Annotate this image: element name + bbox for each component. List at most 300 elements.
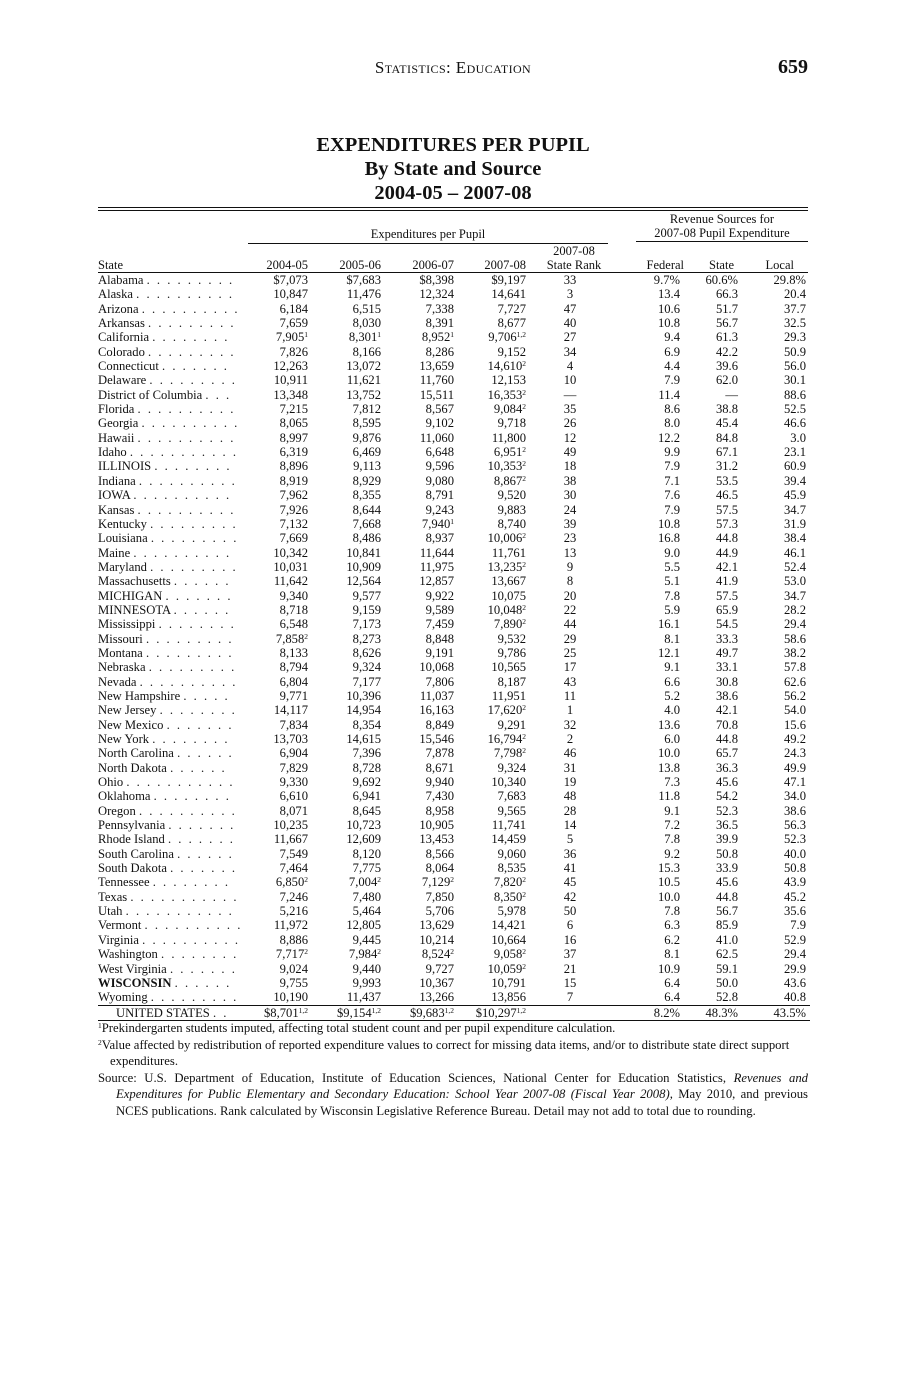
cell-state: New York . . . . . . . . (98, 732, 230, 746)
table-row (98, 947, 810, 961)
cell-2006-07: 13,266 (419, 990, 454, 1005)
cell-2004-05: 8,919 (279, 473, 308, 488)
cell-federal: 7.9 (664, 502, 680, 517)
cell-federal: 12.1 (657, 645, 680, 660)
cell-local: 20.4 (783, 287, 806, 302)
header-2006-07: 2006-07 (412, 258, 454, 272)
cell-local: 52.4 (783, 559, 806, 574)
cell-rank: 19 (563, 775, 577, 790)
cell-federal: 10.0 (657, 889, 680, 904)
cell-state-source: 44.8 (715, 732, 738, 746)
table-row (98, 789, 810, 803)
table-row (98, 689, 810, 703)
cell-local: 88.6 (783, 387, 806, 402)
cell-2006-07: 13,453 (419, 832, 454, 847)
cell-2004-05: 7,246 (279, 889, 308, 904)
cell-local: 43.6 (783, 975, 806, 990)
cell-rank: 13 (563, 545, 577, 560)
cell-2007-08: 7,890$^2$ (493, 617, 526, 632)
cell-state: New Mexico . . . . . . . (98, 717, 234, 732)
cell-2007-08: 7,798$^2$ (493, 746, 526, 761)
cell-state-source: 62.5 (715, 947, 738, 962)
cell-rank: 27 (563, 330, 577, 345)
cell-2006-07: 8,952$^1$ (421, 330, 454, 345)
cell-state: ILLINOIS . . . . . . . . (98, 459, 232, 474)
cell-federal: 6.2 (664, 932, 680, 947)
cell-2004-05: 6,548 (279, 617, 308, 632)
cell-2005-06: 10,396 (346, 688, 381, 703)
cell-state-source: 42.1 (715, 703, 738, 718)
cell-federal: 7.8 (664, 832, 680, 847)
cell-rank: 5 (566, 832, 574, 847)
cell-rank: 16 (563, 932, 577, 947)
cell-2004-05: 5,216 (279, 904, 308, 919)
cell-federal: 10.0 (657, 746, 680, 761)
cell-rank: 4 (566, 359, 574, 374)
cell-rank: 25 (563, 645, 577, 660)
cell-2005-06: 8,030 (352, 316, 381, 331)
cell-2006-07: 8,566 (425, 846, 454, 861)
cell-local: 29.3 (783, 330, 806, 345)
cell-federal: 6.4 (664, 990, 680, 1005)
cell-2004-05: 7,926 (279, 502, 308, 517)
cell-rank: 45 (563, 875, 577, 890)
cell-2005-06: 9,113 (353, 459, 381, 474)
cell-2006-07: 10,068 (419, 660, 454, 675)
cell-2004-05: 8,071 (279, 803, 308, 818)
table-row (98, 474, 810, 488)
cell-2006-07: 8,286 (425, 344, 454, 359)
cell-2004-05: 7,717$^2$ (275, 947, 308, 962)
cell-2005-06: 12,564 (346, 574, 381, 589)
cell-2004-05: 10,235 (273, 818, 308, 833)
cell-rank (526, 1005, 614, 1020)
cell-local: 38.6 (783, 803, 806, 818)
table-row (98, 660, 810, 674)
table-subtitle: By State and Source (364, 158, 542, 180)
cell-2007-08: 8,535 (497, 861, 526, 876)
cell-state: Texas . . . . . . . . . . . (98, 889, 239, 904)
cell-2004-05: 9,340 (279, 588, 308, 603)
cell-2006-07: 8,848 (425, 631, 454, 646)
table-row (98, 861, 810, 875)
cell-federal: 7.9 (664, 373, 680, 388)
cell-state: Arizona . . . . . . . . . . (98, 301, 240, 316)
cell-2004-05: 10,031 (273, 559, 308, 574)
cell-2007-08: 9,060 (497, 846, 526, 861)
table-title: EXPENDITURES PER PUPIL (316, 134, 590, 156)
cell-2007-08: 7,683 (497, 789, 526, 804)
table-row (98, 875, 810, 889)
cell-rank: 12 (563, 430, 577, 445)
cell-local: 46.1 (783, 545, 806, 560)
cell-state-source: 53.5 (715, 473, 738, 488)
cell-2007-08: $9,197 (491, 273, 526, 287)
cell-2007-08: 8,677 (497, 316, 526, 331)
cell-2004-05: 9,330 (279, 775, 308, 790)
cell-2007-08: 10,340 (491, 775, 526, 790)
cell-local: 52.5 (783, 402, 806, 417)
cell-2004-05: 10,847 (273, 287, 308, 302)
cell-state: Nevada . . . . . . . . . . (98, 674, 238, 689)
cell-2006-07: 7,338 (425, 301, 454, 316)
table-row (98, 976, 810, 990)
cell-local: 49.2 (783, 732, 806, 746)
table-row (98, 287, 810, 301)
cell-2005-06: 12,609 (346, 832, 381, 847)
header-2004-05: 2004-05 (266, 258, 308, 272)
cell-2007-08: 11,741 (491, 818, 526, 833)
cell-state: North Dakota . . . . . . (98, 760, 227, 775)
cell-state: UNITED STATES . . (98, 1005, 248, 1020)
cell-state-source: 62.0 (715, 373, 738, 388)
cell-2007-08: 10,664 (491, 932, 526, 947)
cell-2004-05: 9,755 (279, 975, 308, 990)
cell-2007-08: 7,727 (497, 301, 526, 316)
cell-local: 40.0 (783, 846, 806, 861)
cell-local: 53.0 (783, 574, 806, 589)
cell-2004-05: 13,703 (273, 732, 308, 746)
cell-federal: 13.4 (657, 287, 680, 302)
table-row (98, 746, 810, 760)
cell-2006-07: 8,567 (425, 402, 454, 417)
cell-rank: 47 (563, 301, 577, 316)
cell-state-source: 85.9 (715, 918, 738, 933)
cell-2006-07: 10,214 (419, 932, 454, 947)
cell-federal: 8.2% (614, 1005, 680, 1020)
cell-state: Arkansas . . . . . . . . . (98, 316, 236, 331)
cell-2005-06: $7,683 (346, 273, 381, 287)
cell-2006-07: 8,937 (425, 531, 454, 546)
cell-2005-06: 8,929 (352, 473, 381, 488)
cell-2004-05: 6,610 (279, 789, 308, 804)
table-row (98, 675, 810, 689)
running-head (98, 56, 808, 80)
cell-local: 37.7 (783, 301, 806, 316)
cell-2004-05: 7,834 (279, 717, 308, 732)
cell-2004-05: 8,718 (279, 602, 308, 617)
cell-state-source: 42.2 (715, 344, 738, 359)
cell-2005-06: 8,355 (352, 488, 381, 503)
table-row (98, 330, 810, 344)
cell-federal: 9.1 (664, 660, 680, 675)
cell-2004-05: 10,342 (273, 545, 308, 560)
cell-state-source: 30.8 (715, 674, 738, 689)
table-row (98, 990, 810, 1005)
cell-2006-07: 9,191 (425, 645, 454, 660)
cell-2005-06: 9,324 (352, 660, 381, 675)
cell-state-source: 59.1 (715, 961, 738, 976)
cell-2005-06: 7,480 (352, 889, 381, 904)
cell-federal: 6.3 (664, 918, 680, 933)
cell-rank: 46 (563, 746, 577, 761)
cell-federal: 9.0 (664, 545, 680, 560)
cell-federal: 16.1 (657, 617, 680, 632)
cell-state: Pennsylvania . . . . . . . (98, 818, 236, 833)
cell-state-source: 70.8 (715, 717, 738, 732)
cell-rank: 39 (563, 516, 577, 531)
cell-rank: 42 (563, 889, 577, 904)
cell-2007-08: 17,620$^2$ (487, 703, 526, 718)
cell-local: 34.7 (783, 588, 806, 603)
cell-2006-07: 11,760 (419, 373, 454, 388)
cell-2006-07: 11,037 (419, 688, 454, 703)
cell-2005-06: 8,120 (352, 846, 381, 861)
table-row (98, 761, 810, 775)
cell-2005-06: 5,464 (352, 904, 381, 919)
cell-federal: 7.8 (664, 588, 680, 603)
cell-2007-08: 9,152 (497, 344, 526, 359)
cell-local: 50.9 (783, 344, 806, 359)
cell-2007-08: 14,459 (491, 832, 526, 847)
cell-rank: 1 (566, 703, 574, 718)
cell-state: Louisiana . . . . . . . . . (98, 531, 239, 546)
cell-state-source: 66.3 (715, 287, 738, 302)
cell-2005-06: 7,177 (352, 674, 381, 689)
cell-state: Oregon . . . . . . . . . . (98, 803, 237, 818)
cell-state-source: 46.5 (715, 488, 738, 503)
source-note: Source: U.S. Department of Education, Institute of Education Sciences, National Center for Education Statistics, Revenues and Expenditures for Public Elementary and Secondary Education: School Year 2007-08 (Fiscal Year 2008), May 2010, and previous NCES publications. Rank calculated by Wisconsin Legislative Reference Bureau. Detail may not add to total due to rounding. (98, 1070, 809, 1118)
cell-local: 30.1 (783, 373, 806, 388)
table-row (98, 302, 810, 316)
cell-2007-08: 10,059$^2$ (487, 961, 526, 976)
cell-state: Delaware . . . . . . . . . (98, 373, 237, 388)
cell-2006-07: 8,391 (425, 316, 454, 331)
table-row (98, 646, 810, 660)
cell-state: Kentucky . . . . . . . . . (98, 516, 238, 531)
cell-2007-08: 10,565 (491, 660, 526, 675)
cell-2005-06: 10,909 (346, 559, 381, 574)
cell-state-source: 44.9 (715, 545, 738, 560)
cell-state-source: 54.2 (715, 789, 738, 804)
cell-2006-07: 5,706 (425, 904, 454, 919)
cell-state-source: 57.3 (715, 516, 738, 531)
cell-local: 40.8 (783, 990, 806, 1005)
cell-federal: 4.4 (664, 359, 680, 374)
cell-local: 24.3 (783, 746, 806, 761)
cell-federal: 5.1 (664, 574, 680, 589)
cell-2006-07: 12,857 (419, 574, 454, 589)
cell-state: New Hampshire . . . . . (98, 688, 230, 703)
table-row (98, 345, 810, 359)
cell-2006-07: 8,671 (425, 760, 454, 775)
cell-rank: 37 (563, 947, 577, 962)
cell-federal: 4.0 (664, 703, 680, 718)
cell-federal: 9.9 (664, 445, 680, 460)
cell-federal: 7.1 (664, 473, 680, 488)
cell-2005-06: 7,812 (352, 402, 381, 417)
cell-state-source: 45.6 (715, 875, 738, 890)
cell-state: New Jersey . . . . . . . . (98, 703, 237, 718)
cell-state-source: 33.9 (715, 861, 738, 876)
cell-federal: 8.1 (664, 631, 680, 646)
cell-local: 7.9 (790, 918, 806, 933)
cell-state: Kansas . . . . . . . . . . (98, 502, 236, 517)
cell-2005-06: 9,440 (352, 961, 381, 976)
header-federal: Federal (646, 258, 684, 272)
cell-state-source: 36.5 (715, 818, 738, 833)
cell-2006-07: 7,129$^2$ (421, 875, 454, 890)
cell-state-source: 54.5 (715, 617, 738, 632)
cell-2004-05: 6,850$^2$ (275, 875, 308, 890)
cell-state-source: 41.9 (715, 574, 738, 589)
cell-federal: 9.7% (653, 273, 680, 287)
cell-rank: 18 (563, 459, 577, 474)
cell-state-source: 57.5 (715, 588, 738, 603)
cell-state: Indiana . . . . . . . . . . (98, 473, 237, 488)
cell-2006-07: 12,324 (419, 287, 454, 302)
cell-2004-05: 10,190 (273, 990, 308, 1005)
cell-2007-08: 9,706$^{1,2}$ (488, 330, 526, 345)
cell-rank: 3 (566, 287, 574, 302)
cell-local: 38.2 (783, 645, 806, 660)
cell-2004-05: 14,117 (273, 703, 308, 718)
cell-2005-06: 10,841 (346, 545, 381, 560)
cell-state: Connecticut . . . . . . . (98, 359, 229, 374)
cell-2006-07: 9,596 (425, 459, 454, 474)
cell-rank: 49 (563, 445, 577, 460)
table-row (98, 918, 810, 932)
cell-rank: 43 (563, 674, 577, 689)
cell-2007-08: 10,353$^2$ (487, 459, 526, 474)
cell-local: 57.8 (783, 660, 806, 675)
cell-state-source: 61.3 (715, 330, 738, 345)
table-row (98, 359, 810, 373)
cell-state-source: 45.4 (715, 416, 738, 431)
cell-2005-06: 8,645 (352, 803, 381, 818)
table-row (98, 373, 810, 387)
cell-rank: 38 (563, 473, 577, 488)
cell-2006-07: 7,459 (425, 617, 454, 632)
cell-2004-05: 8,896 (279, 459, 308, 474)
cell-2006-07: 9,102 (425, 416, 454, 431)
cell-federal: 10.6 (657, 301, 680, 316)
cell-local: 56.3 (783, 818, 806, 833)
cell-2007-08: $10,297$^{1,2}$ (454, 1005, 526, 1020)
cell-2005-06: 8,354 (352, 717, 381, 732)
cell-2005-06: 9,692 (352, 775, 381, 790)
cell-local: 38.4 (783, 531, 806, 546)
cell-state: Rhode Island . . . . . . . (98, 832, 235, 847)
cell-state-source: 44.8 (715, 889, 738, 904)
cell-local: 28.2 (783, 602, 806, 617)
cell-state: Oklahoma . . . . . . . . (98, 789, 231, 804)
cell-federal: 7.6 (664, 488, 680, 503)
table-row (98, 488, 810, 502)
cell-federal: 6.6 (664, 674, 680, 689)
cell-2007-08: 8,740 (497, 516, 526, 531)
table-row (98, 560, 810, 574)
table-year-range: 2004-05 – 2007-08 (374, 182, 532, 204)
cell-state-source: 50.0 (715, 975, 738, 990)
cell-2004-05: 7,669 (279, 531, 308, 546)
cell-2005-06: 8,486 (352, 531, 381, 546)
cell-2006-07: 8,849 (425, 717, 454, 732)
cell-federal: 16.8 (657, 531, 680, 546)
cell-federal: 12.2 (657, 430, 680, 445)
cell-state-source: 38.6 (715, 688, 738, 703)
cell-state: MINNESOTA . . . . . . (98, 602, 231, 617)
cell-2006-07: 9,922 (425, 588, 454, 603)
cell-local: 46.6 (783, 416, 806, 431)
cell-state: Washington . . . . . . . . (98, 947, 239, 962)
cell-2006-07: $9,683$^{1,2}$ (381, 1005, 454, 1020)
cell-local: 52.9 (783, 932, 806, 947)
table-row (98, 517, 810, 531)
cell-2004-05: 7,962 (279, 488, 308, 503)
cell-rank: 40 (563, 316, 577, 331)
cell-2004-05: 11,667 (273, 832, 308, 847)
cell-rank: 41 (563, 861, 577, 876)
cell-federal: 5.2 (664, 688, 680, 703)
cell-2005-06: 8,595 (352, 416, 381, 431)
cell-federal: 9.1 (664, 803, 680, 818)
cell-state-source: 49.7 (715, 645, 738, 660)
cell-2006-07: 10,905 (419, 818, 454, 833)
table-row (98, 962, 810, 976)
cell-rank: 8 (566, 574, 574, 589)
table-row (98, 445, 810, 459)
table-row (98, 847, 810, 861)
cell-2004-05: 9,771 (279, 688, 308, 703)
cell-rank: 22 (563, 602, 577, 617)
cell-rank: 11 (563, 688, 577, 703)
cell-2006-07: $8,398 (419, 273, 454, 287)
cell-rank: 23 (563, 531, 577, 546)
table-row (98, 603, 810, 617)
section-title: Statistics: Education (374, 58, 532, 77)
cell-2004-05: 7,549 (279, 846, 308, 861)
total-row (98, 1005, 810, 1020)
cell-2004-05: 6,904 (279, 746, 308, 761)
cell-2005-06: 7,775 (352, 861, 381, 876)
cell-state: WISCONSIN . . . . . . (98, 975, 232, 990)
cell-2006-07: 10,367 (419, 975, 454, 990)
cell-state-source: 56.7 (715, 904, 738, 919)
cell-rank: 14 (563, 818, 577, 833)
cell-2007-08: 9,718 (497, 416, 526, 431)
cell-2004-05: 13,348 (273, 387, 308, 402)
cell-rank: 35 (563, 402, 577, 417)
cell-state: Tennessee . . . . . . . . (98, 875, 230, 890)
cell-2005-06: 6,941 (352, 789, 381, 804)
cell-rank: 26 (563, 416, 577, 431)
source-publication-title: Revenues and Expenditures for Public Elementary and Secondary Education: School Year 2007-08 (Fiscal Year 2008), (116, 1070, 809, 1101)
cell-state: Mississippi . . . . . . . . (98, 617, 236, 632)
cell-local: 3.0 (790, 430, 806, 445)
cell-2005-06: 9,876 (352, 430, 381, 445)
table-row (98, 632, 810, 646)
table-row (98, 804, 810, 818)
cell-state-source: 39.9 (715, 832, 738, 847)
cell-2004-05: 9,024 (279, 961, 308, 976)
cell-state-source: 67.1 (715, 445, 738, 460)
cell-2005-06: $9,154$^{1,2}$ (308, 1005, 381, 1020)
cell-2007-08: 8,350$^2$ (493, 889, 526, 904)
cell-2006-07: 7,878 (425, 746, 454, 761)
cell-state: Wyoming . . . . . . . . . (98, 990, 239, 1005)
cell-state: South Dakota . . . . . . . (98, 861, 238, 876)
cell-federal: 10.8 (657, 516, 680, 531)
top-rule-double (98, 210, 808, 211)
cell-state-source: 52.3 (715, 803, 738, 818)
cell-2004-05: 8,133 (279, 645, 308, 660)
cell-rank: 44 (563, 617, 577, 632)
cell-2005-06: 7,668 (352, 516, 381, 531)
table-row (98, 431, 810, 445)
cell-2007-08: 9,565 (497, 803, 526, 818)
cell-2005-06: 8,301$^1$ (348, 330, 381, 345)
